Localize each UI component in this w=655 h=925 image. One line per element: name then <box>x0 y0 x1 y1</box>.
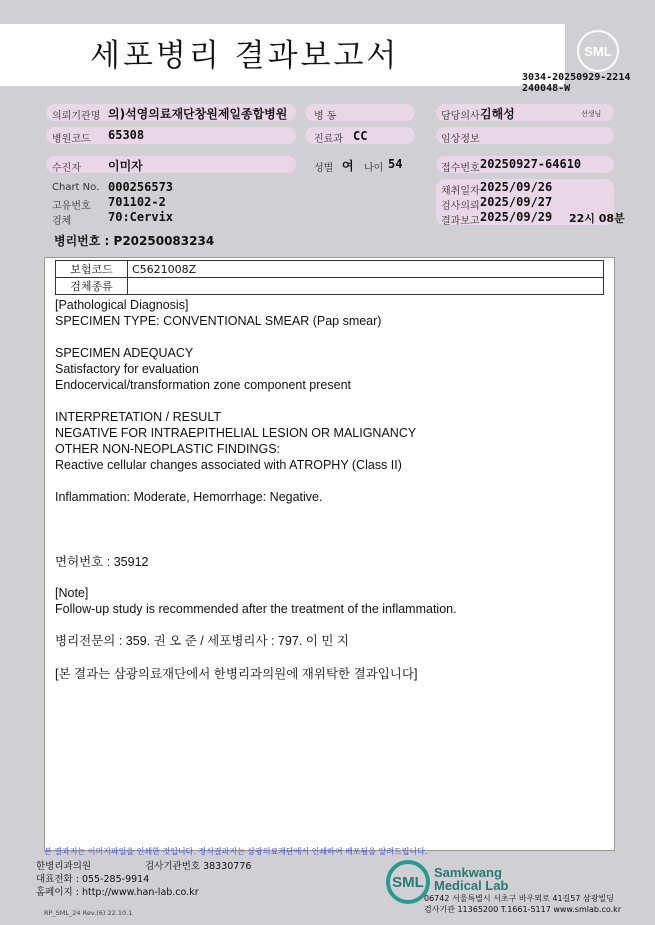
form-code: RP_SML_24 Rev.(6) 22.10.1 <box>44 909 133 917</box>
patient-pill <box>46 156 296 173</box>
age-label: 나이 <box>364 163 384 174</box>
samkwang-name <box>434 866 508 892</box>
document-id <box>522 72 630 94</box>
inflammation-line: Inflammation: Moderate, Hemorrhage: Negative. <box>55 490 323 504</box>
collect-value: 2025/09/26 <box>480 180 553 194</box>
document-id-line2: 240048-W <box>522 83 571 94</box>
non-neoplastic-finding: Reactive cellular changes associated with ATROPHY (Class II) <box>55 458 402 472</box>
result-value: 2025/09/29 <box>480 210 553 224</box>
adequacy-heading: SPECIMEN ADEQUACY <box>55 346 194 360</box>
ward-label: 병 동 <box>314 111 337 122</box>
specimen-value: 70:Cervix <box>108 210 174 224</box>
diagnosis-heading: [Pathological Diagnosis] <box>55 298 189 312</box>
samkwang-name-line2: Medical Lab <box>434 878 509 893</box>
samkwang-address: 06742 서울특별시 서초구 바우뫼로 41길57 삼광빌딩 <box>424 894 614 903</box>
chart-value: 000256573 <box>108 180 174 194</box>
age-value: 54 <box>388 157 403 171</box>
dept-label: 진료과 <box>314 134 343 145</box>
homepage-link[interactable]: 홈페이지 : http://www.han-lab.co.kr <box>36 887 199 898</box>
pathology-number: 병리번호 : P20250083234 <box>54 234 215 248</box>
report-body <box>44 257 615 851</box>
hospital-code-value: 65308 <box>108 128 145 142</box>
sml-logo-icon: SML <box>577 30 619 72</box>
chart-label: Chart No. <box>52 182 100 193</box>
sex-value: 여 <box>342 159 354 173</box>
pathologist-line: 병리전문의 : 359. 권 오 준 / 세포병리사 : 797. 이 민 지 <box>55 634 349 648</box>
note-heading: [Note] <box>55 586 89 600</box>
clinic-name: 한병리과의원 <box>36 861 92 872</box>
non-neoplastic-heading: OTHER NON-NEOPLASTIC FINDINGS: <box>55 442 281 456</box>
samkwang-name-line1: Samkwang <box>434 865 502 880</box>
patient-label: 수진자 <box>52 163 81 174</box>
result-time: 22시 08분 <box>569 212 625 225</box>
sex-label: 성별 <box>314 163 334 174</box>
samkwang-lab-info: 검사기관 11365200 T.1661-5117 www.smlab.co.kr <box>424 905 622 914</box>
insurance-code-value: C5621008Z <box>128 261 604 278</box>
specimen-type-line: SPECIMEN TYPE: CONVENTIONAL SMEAR (Pap smear) <box>55 314 382 328</box>
hospital-code-label: 병원코드 <box>52 134 91 145</box>
receipt-value: 20250927-64610 <box>480 157 582 171</box>
document-id-line1: 3034-20250929-2214 <box>522 72 631 83</box>
dept-value: CC <box>353 129 368 143</box>
collect-label: 채취일자 <box>441 186 480 197</box>
table-row <box>56 261 604 278</box>
lab-number: 검사기관번호 38330776 <box>145 861 252 872</box>
receipt-label: 접수번호 <box>441 163 480 174</box>
specimen-type-value <box>128 278 604 295</box>
unique-label: 고유번호 <box>52 201 91 212</box>
phone-number: 대표전화 : 055-285-9914 <box>36 874 150 885</box>
consignment-note: [본 결과는 삼광의료재단에서 한병리과의원에 재위탁한 결과입니다] <box>55 667 418 681</box>
note-text: Follow-up study is recommended after the treatment of the inflammation. <box>55 602 457 616</box>
unique-value: 701102-2 <box>108 195 166 209</box>
specimen-label: 검체 <box>52 216 72 227</box>
request-label: 검사의뢰 <box>441 201 480 212</box>
doctor-suffix: 선생님 <box>581 110 602 118</box>
clinical-label: 임상정보 <box>441 134 480 145</box>
result-label: 결과보고 <box>441 216 480 227</box>
table-row <box>56 278 604 295</box>
specimen-type-label: 검체종류 <box>56 278 128 295</box>
adequacy-line-1: Satisfactory for evaluation <box>55 362 199 376</box>
interpretation-result: NEGATIVE FOR INTRAEPITHELIAL LESION OR MALIGNANCY <box>55 426 417 440</box>
doctor-value: 김해성 <box>480 107 515 121</box>
insurance-code-table <box>55 260 604 295</box>
interpretation-heading: INTERPRETATION / RESULT <box>55 410 221 424</box>
request-value: 2025/09/27 <box>480 195 553 209</box>
adequacy-line-2: Endocervical/transformation zone component present <box>55 378 351 392</box>
institution-label: 의뢰기관명 <box>52 111 101 122</box>
doctor-label: 담당의사 <box>441 111 480 122</box>
license-number: 면허번호 : 35912 <box>55 555 149 569</box>
institution-value: 의)석영의료재단창원제일종합병원 <box>108 107 288 121</box>
print-notice: 본 결과지는 이미지파일을 인쇄한 것입니다. 정식결과지는 삼광의료재단에서 인쇄하여 배포됨을 알려드립니다. <box>44 847 428 856</box>
sml-footer-logo-icon: SML <box>386 860 430 904</box>
patient-value: 이미자 <box>108 159 143 173</box>
insurance-code-label: 보험코드 <box>56 261 128 278</box>
document-title: 세포병리 결과보고서 <box>90 38 400 74</box>
